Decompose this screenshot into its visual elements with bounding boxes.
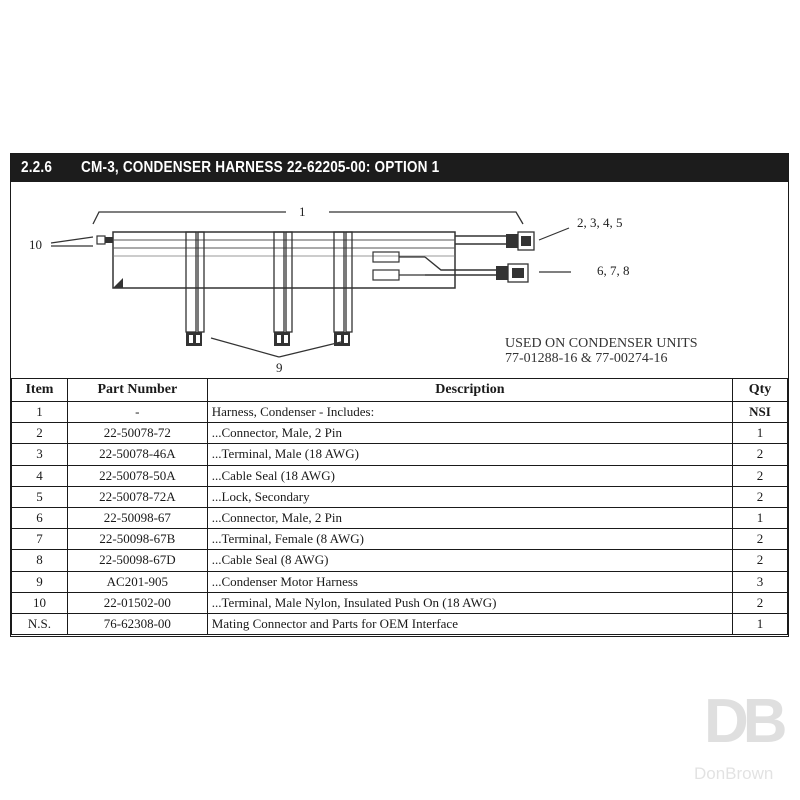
used-on-line1: USED ON CONDENSER UNITS: [505, 336, 698, 351]
callout-9: 9: [276, 360, 283, 375]
row-description: Harness, Condenser - Includes:: [207, 402, 732, 423]
callout-6-8: 6, 7, 8: [597, 263, 630, 278]
harness-diagram: [11, 182, 788, 378]
row-part-number: 22-50098-67B: [67, 529, 207, 550]
row-description: ...Lock, Secondary: [207, 486, 732, 507]
section-number: 2.2.6: [21, 159, 53, 176]
row-item: 10: [12, 592, 68, 613]
col-part-header: Part Number: [67, 379, 207, 402]
table-row: [12, 444, 788, 465]
row-qty: 1: [733, 423, 788, 444]
col-desc-header: Description: [207, 379, 732, 402]
row-item: 7: [12, 529, 68, 550]
row-item: 2: [12, 423, 68, 444]
row-description: ...Condenser Motor Harness: [207, 571, 732, 592]
row-part-number: 22-01502-00: [67, 592, 207, 613]
row-description: ...Connector, Male, 2 Pin: [207, 507, 732, 528]
row-description: ...Cable Seal (8 AWG): [207, 550, 732, 571]
table-row: [12, 402, 788, 423]
used-on-note: [505, 336, 698, 366]
table-row: [12, 423, 788, 444]
row-qty: 1: [733, 507, 788, 528]
table-header-row: [12, 379, 788, 402]
parts-table: [11, 378, 788, 635]
table-row: [12, 592, 788, 613]
row-item: 4: [12, 465, 68, 486]
row-part-number: 22-50098-67D: [67, 550, 207, 571]
row-qty: 2: [733, 550, 788, 571]
row-part-number: 22-50098-67: [67, 507, 207, 528]
row-qty: 1: [733, 613, 788, 634]
callout-2-5: 2, 3, 4, 5: [577, 215, 623, 230]
row-item: 8: [12, 550, 68, 571]
row-description: ...Terminal, Male (18 AWG): [207, 444, 732, 465]
parts-table-body: [12, 402, 788, 635]
used-on-line2: 77-01288-16 & 77-00274-16: [505, 351, 668, 366]
row-part-number: AC201-905: [67, 571, 207, 592]
row-qty: 2: [733, 486, 788, 507]
table-row: [12, 571, 788, 592]
table-row: [12, 465, 788, 486]
row-description: ...Terminal, Male Nylon, Insulated Push On (18 AWG): [207, 592, 732, 613]
watermark-text: DonBrown: [694, 764, 774, 783]
row-item: 1: [12, 402, 68, 423]
row-part-number: 22-50078-72: [67, 423, 207, 444]
row-item: 9: [12, 571, 68, 592]
section-title: CM-3, CONDENSER HARNESS 22-62205-00: OPTION 1: [81, 159, 440, 176]
row-qty: 2: [733, 592, 788, 613]
section-header: [11, 154, 788, 182]
callout-1: 1: [299, 204, 306, 219]
table-row: [12, 486, 788, 507]
row-qty: 3: [733, 571, 788, 592]
table-row: [12, 613, 788, 634]
table-row: [12, 507, 788, 528]
table-row: [12, 550, 788, 571]
row-description: ...Connector, Male, 2 Pin: [207, 423, 732, 444]
row-item: 3: [12, 444, 68, 465]
table-row: [12, 529, 788, 550]
row-description: Mating Connector and Parts for OEM Interface: [207, 613, 732, 634]
col-item-header: Item: [12, 379, 68, 402]
row-description: ...Cable Seal (18 AWG): [207, 465, 732, 486]
row-item: 5: [12, 486, 68, 507]
col-qty-header: Qty: [733, 379, 788, 402]
row-qty: 2: [733, 529, 788, 550]
callout-10: 10: [29, 237, 42, 252]
row-qty: 2: [733, 444, 788, 465]
row-part-number: 76-62308-00: [67, 613, 207, 634]
row-description: ...Terminal, Female (8 AWG): [207, 529, 732, 550]
parts-sheet: [10, 153, 789, 783]
row-item: 6: [12, 507, 68, 528]
row-qty: NSI: [733, 402, 788, 423]
row-part-number: 22-50078-46A: [67, 444, 207, 465]
row-part-number: 22-50078-50A: [67, 465, 207, 486]
watermark-logo: DB: [704, 687, 782, 756]
watermark: [694, 686, 800, 786]
row-part-number: 22-50078-72A: [67, 486, 207, 507]
row-item: N.S.: [12, 613, 68, 634]
row-part-number: -: [67, 402, 207, 423]
row-qty: 2: [733, 465, 788, 486]
